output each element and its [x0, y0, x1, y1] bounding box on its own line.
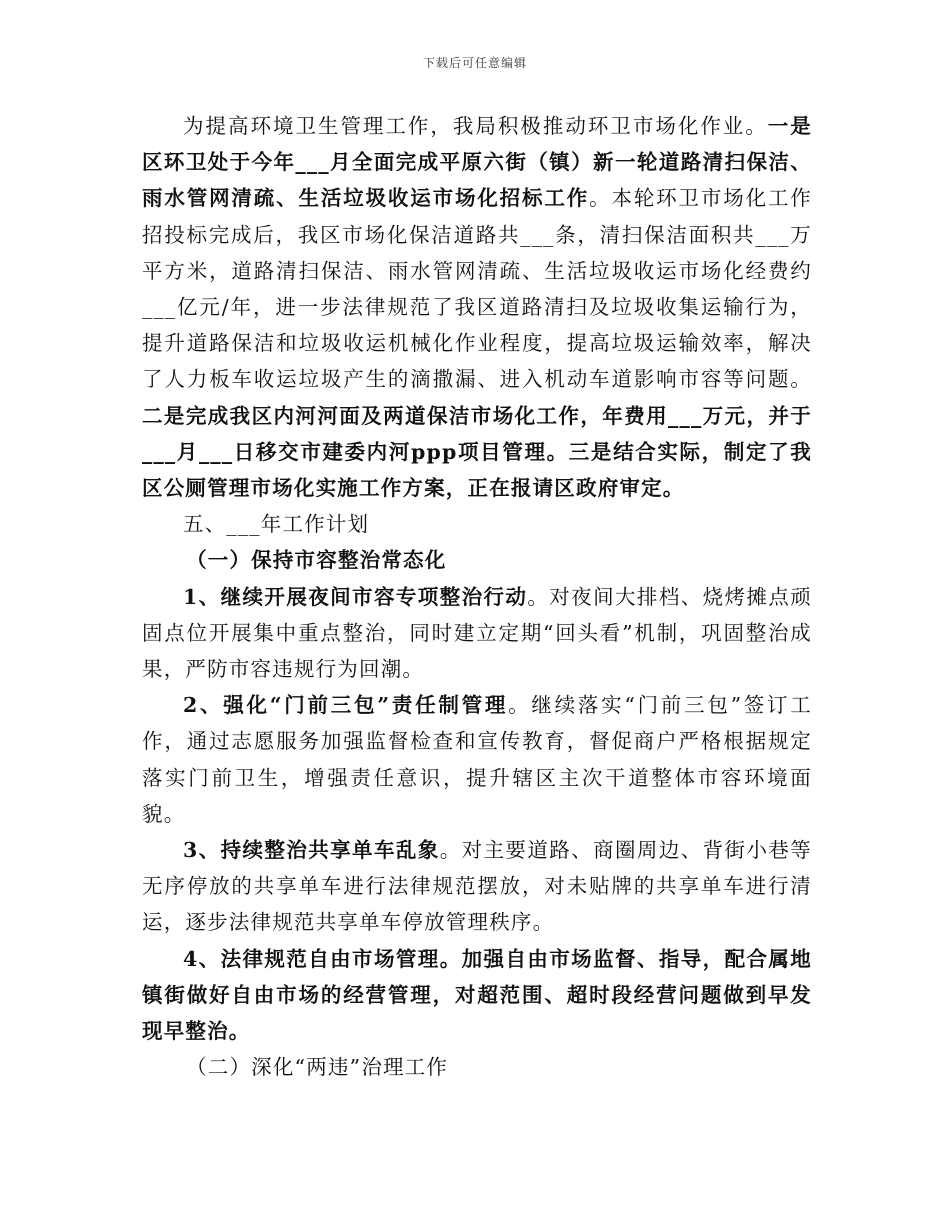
text-run: （二）深化“两违”治理工作	[186, 1055, 449, 1080]
bold-text-run: 2、强化“门前三包”责任制管理	[183, 693, 509, 718]
body-paragraph	[142, 108, 812, 506]
text-run: 。本轮环卫市场化工作招投标完成后，我区市场化保洁道路共___条，清扫保洁面积共___万平方米，道路清扫保洁、雨水管网清疏、生活垃圾收运市场化经费约___亿元/年，进一步法律规范了我区道路清扫及垃圾收集运输行为，提升道路保洁和垃圾收运机械化作业程度，提高垃圾运输效率，解决了人力板车收运垃圾产生的滴撒漏、进入机动车道影响市容等问题。	[142, 186, 813, 392]
subsection-heading	[142, 542, 812, 578]
body-paragraph	[142, 832, 812, 941]
subsection-heading	[142, 1049, 812, 1085]
text-run: 五、___年工作计划	[183, 512, 370, 537]
section-heading	[142, 506, 812, 542]
text-run: 为提高环境卫生管理工作，我局积极推动环卫市场化作业。	[183, 114, 768, 138]
bold-text-run: 一是区环卫处于今年___月全面完成平原六街（镇）新一轮道路清扫保洁、雨水管网清疏、生活垃圾收运市场化招标工作	[142, 114, 812, 211]
bold-text-run: 1、继续开展夜间市容专项整治行动	[183, 584, 528, 609]
body-paragraph	[142, 941, 812, 1050]
bold-text-run: 3、持续整治共享单车乱象	[183, 838, 440, 863]
document-body	[142, 108, 812, 1085]
bold-text-run: 二是完成我区内河河面及两道保洁市场化工作，年费用___万元，并于___月___日移交市建委内河ppp项目管理。三是结合实际，制定了我区公厕管理市场化实施工作方案，正在报请区政府审定。	[142, 403, 812, 501]
bold-text-run: 4、法律规范自由市场管理。加强自由市场监督、指导，配合属地镇街做好自由市场的经营管理，对超范围、超时段经营问题做到早发现早整治。	[142, 946, 812, 1044]
text-run: 。继续落实“门前三包”签订工作，通过志愿服务加强监督检查和宣传教育，督促商户严格根据规定落实门前卫生，增强责任意识，提升辖区主次干道整体市容环境面貌。	[142, 693, 812, 826]
text-run: 。对夜间大排档、烧烤摊点顽固点位开展集中重点整治，同时建立定期“回头看”机制，巩固整治成果，严防市容违规行为回潮。	[142, 584, 812, 682]
bold-text-run: （一）保持市容整治常态化	[186, 548, 447, 573]
body-paragraph	[142, 579, 812, 688]
body-paragraph	[142, 687, 812, 832]
page-header-note: 下载后可任意编辑	[422, 56, 527, 70]
text-run: 。对主要道路、商圈周边、背街小巷等无序停放的共享单车进行法律规范摆放，对未贴牌的共享单车进行清运，逐步法律规范共享单车停放管理秩序。	[142, 838, 812, 935]
